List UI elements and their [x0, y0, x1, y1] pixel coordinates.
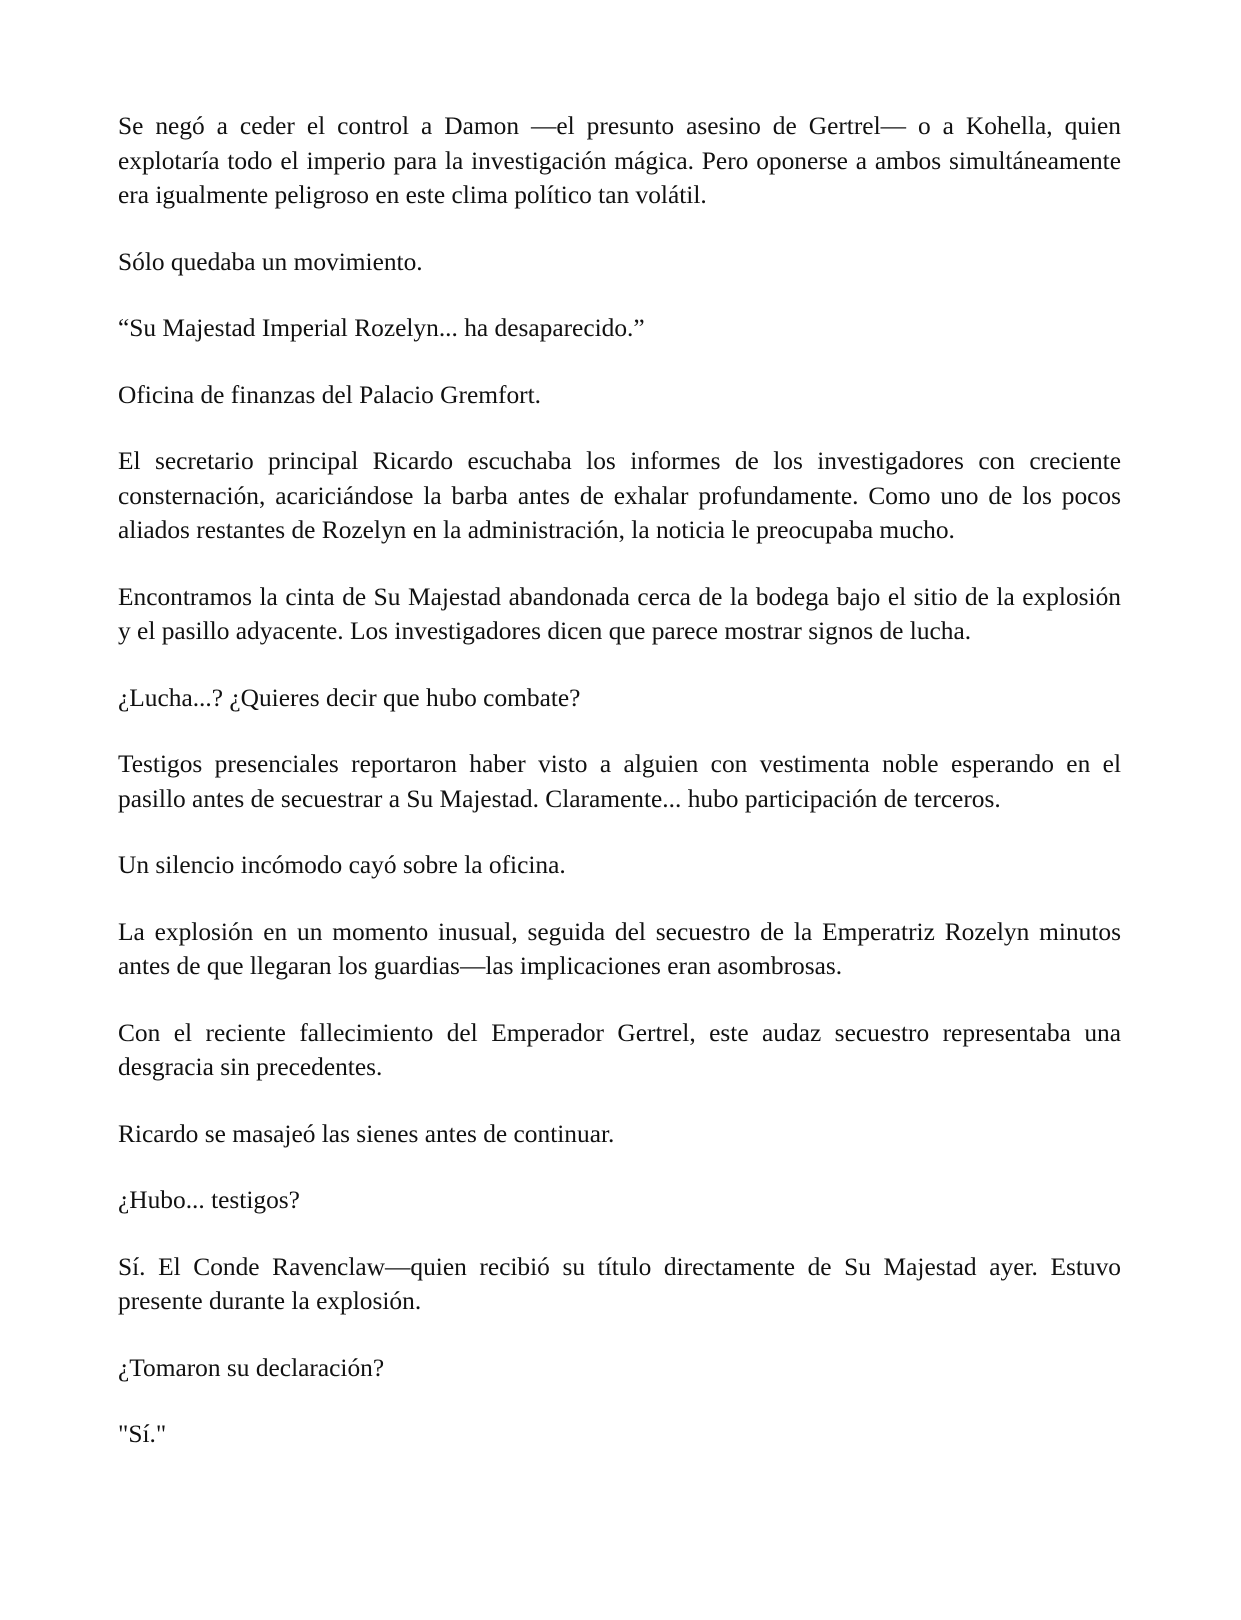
document-body — [118, 109, 1121, 1484]
paragraph-12: Ricardo se masajeó las sienes antes de continuar. — [118, 1119, 615, 1148]
paragraph-14: Sí. El Conde Ravenclaw—quien recibió su título directamente de Su Majestad ayer. Estuvo presente durante la explosión. — [118, 1252, 1121, 1315]
paragraph-4: Oficina de finanzas del Palacio Gremfort. — [118, 380, 541, 409]
paragraph-11: Con el reciente fallecimiento del Emperador Gertrel, este audaz secuestro representaba una desgracia sin precedentes. — [118, 1018, 1121, 1081]
paragraph-2: Sólo quedaba un movimiento. — [118, 247, 423, 276]
paragraph-3: “Su Majestad Imperial Rozelyn... ha desaparecido.” — [118, 314, 645, 342]
paragraph-5: El secretario principal Ricardo escuchaba los informes de los investigadores con creciente consternación, acariciándose la barba antes de exhalar profundamente. Como uno de los pocos aliados restantes de Rozelyn en la administración, la noticia le preocupaba mucho. — [118, 447, 1121, 544]
paragraph-6: Encontramos la cinta de Su Majestad abandonada cerca de la bodega bajo el sitio de la explosión y el pasillo adyacente. Los investigadores dicen que parece mostrar signos de lucha. — [118, 582, 1121, 645]
paragraph-16: "Sí." — [118, 1420, 167, 1448]
paragraph-1: Se negó a ceder el control a Damon —el presunto asesino de Gertrel— o a Kohella, quien explotaría todo el imperio para la investigación mágica. Pero oponerse a ambos simultáneamente era igualmente peligroso en este clima político tan volátil. — [118, 112, 1121, 209]
paragraph-9: Un silencio incómodo cayó sobre la oficina. — [118, 851, 566, 879]
paragraph-15: ¿Tomaron su declaración? — [118, 1353, 385, 1382]
paragraph-10: La explosión en un momento inusual, seguida del secuestro de la Emperatriz Rozelyn minutos antes de que llegaran los guardias—las implicaciones eran asombrosas. — [118, 917, 1121, 980]
paragraph-7: ¿Lucha...? ¿Quieres decir que hubo combate? — [118, 683, 581, 712]
paragraph-8: Testigos presenciales reportaron haber visto a alguien con vestimenta noble esperando en el pasillo antes de secuestrar a Su Majestad. Claramente... hubo participación de terceros. — [118, 750, 1121, 813]
paragraph-13: ¿Hubo... testigos? — [118, 1186, 300, 1214]
